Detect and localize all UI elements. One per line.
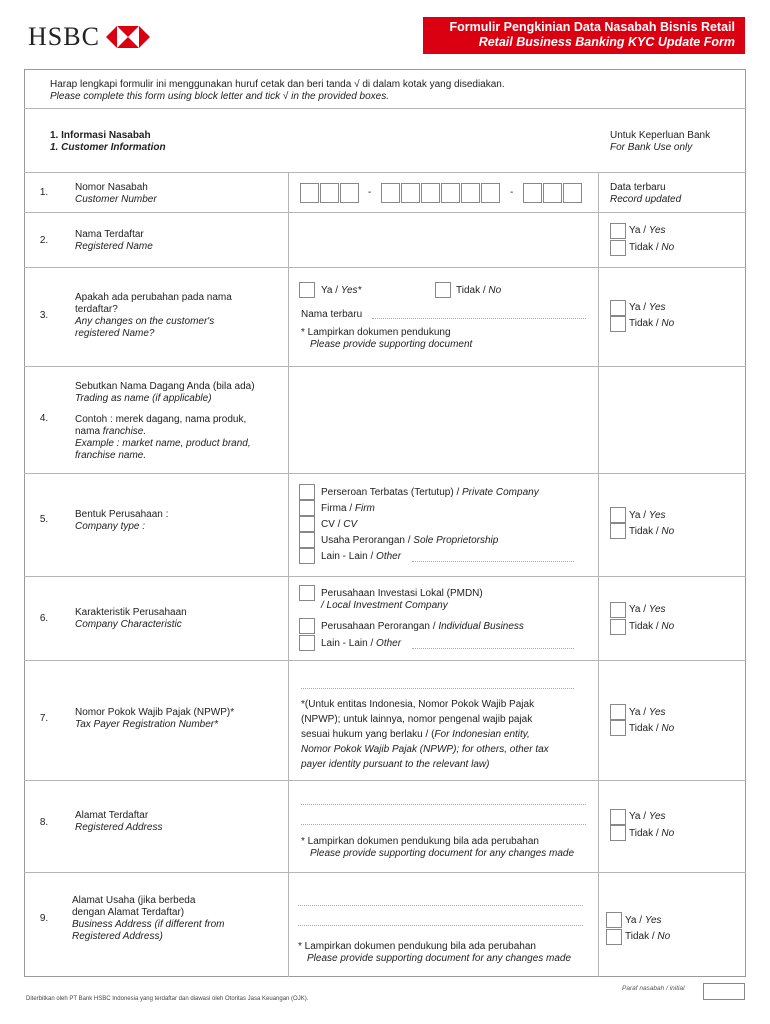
company-type-cv-checkbox[interactable] [299,516,315,532]
bank-no-label: Tidak / No [629,242,675,253]
characteristic-other-label: Lain - Lain / Other [321,638,402,649]
bank-no-label: Tidak / No [629,318,675,329]
divider [24,872,746,873]
company-type-sole-checkbox[interactable] [299,532,315,548]
row-number: 7. [39,713,49,724]
business-address-label-id-2: dengan Alamat Terdaftar) [72,907,185,918]
bank-no-checkbox[interactable] [610,619,626,635]
business-address-doc-note-en: Please provide supporting document for any changes made [307,953,572,964]
digit-box[interactable] [441,183,460,203]
npwp-label-id: Nomor Pokok Wajib Pajak (NPWP)* [75,707,235,718]
separator: - [510,187,514,198]
registered-name-label-id: Nama Terdaftar [75,229,144,240]
company-characteristic-label-id: Karakteristik Perusahaan [75,607,187,618]
row-number: 8. [39,817,49,828]
bank-yes-label: Ya / Yes [629,604,666,615]
supporting-doc-note-en: Please provide supporting document [310,339,473,350]
name-change-question-en-2: registered Name? [75,328,155,339]
bank-yes-label: Ya / Yes [625,915,662,926]
registered-address-label-en: Registered Address [75,822,163,833]
row-number: 3. [39,310,49,321]
digit-box[interactable] [401,183,420,203]
customer-number-label-id: Nomor Nasabah [75,182,148,193]
supporting-doc-note-id: * Lampirkan dokumen pendukung [301,327,451,338]
local-investment-checkbox[interactable] [299,585,315,601]
instruction-id: Harap lengkapi formulir ini menggunakan huruf cetak dan beri tanda √ di dalam kotak yang disediakan. [50,79,505,90]
npwp-label-en: Tax Payer Registration Number* [75,719,219,730]
digit-box[interactable] [563,183,582,203]
npwp-note-line: sesuai hukum yang berlaku / (For Indonesian entity, [301,729,530,740]
company-type-other-input[interactable] [412,561,574,562]
npwp-note-line: Nomor Pokok Wajib Pajak (NPWP); for others, other tax [301,744,549,755]
digit-box[interactable] [543,183,562,203]
characteristic-other-input[interactable] [412,648,574,649]
trading-name-example-id-2: nama franchise. [75,426,147,437]
npwp-input[interactable] [301,688,574,689]
business-address-input-line[interactable] [298,905,583,906]
digit-box[interactable] [381,183,400,203]
divider [24,660,746,661]
divider [24,267,746,268]
bank-no-label: Tidak / No [629,621,675,632]
row-number: 5. [39,514,49,525]
bank-yes-label: Ya / Yes [629,510,666,521]
bank-yes-label: Ya / Yes [629,811,666,822]
divider [24,212,746,213]
name-change-question-id-2: terdaftar? [75,304,118,315]
registered-address-input-line[interactable] [301,824,586,825]
address-doc-note-id: * Lampirkan dokumen pendukung bila ada perubahan [301,836,539,847]
company-type-other-label: Lain - Lain / Other [321,551,402,562]
bank-no-checkbox[interactable] [610,316,626,332]
local-investment-label-en: / Local Investment Company [321,600,448,611]
instructions [50,79,505,103]
name-change-yes-checkbox[interactable] [299,282,315,298]
npwp-note-line: (NPWP); untuk lainnya, nomor pengenal wajib pajak [301,714,533,725]
form-title-id: Formulir Pengkinian Data Nasabah Bisnis Retail [449,20,735,34]
bank-use-title-id: Untuk Keperluan Bank [610,130,711,141]
bank-yes-checkbox[interactable] [610,300,626,316]
company-type-cv-label: CV / CV [321,519,358,530]
npwp-note-line: *(Untuk entitas Indonesia, Nomor Pokok Wajib Pajak [301,699,535,710]
customer-initial-box[interactable] [703,983,745,1000]
bank-use-title-en: For Bank Use only [610,142,693,153]
bank-yes-checkbox[interactable] [610,507,626,523]
company-type-label-en: Company type : [75,521,146,532]
name-change-no-label: Tidak / No [456,285,502,296]
new-name-label: Nama terbaru [301,309,363,320]
bank-yes-label: Ya / Yes [629,707,666,718]
registered-address-label-id: Alamat Terdaftar [75,810,149,821]
customer-number-label-en: Customer Number [75,194,157,205]
logo-text: HSBC [28,22,100,51]
digit-box[interactable] [300,183,319,203]
business-address-input-line[interactable] [298,925,583,926]
trading-name-example-en: Example : market name, product brand, [75,438,251,449]
column-divider [288,172,289,977]
section-title-en: 1. Customer Information [50,142,166,153]
bank-yes-checkbox[interactable] [610,602,626,618]
company-type-label-id: Bentuk Perusahaan : [75,509,169,520]
row-number: 1. [39,187,49,198]
company-type-sole-label: Usaha Perorangan / Sole Proprietorship [321,535,499,546]
business-address-label-en: Business Address (if different from [72,919,225,930]
company-type-private-label: Perseroan Terbatas (Tertutup) / Private Company [321,487,539,498]
bank-no-checkbox[interactable] [610,523,626,539]
company-type-firm-label: Firma / Firm [321,503,375,514]
digit-box[interactable] [481,183,500,203]
business-address-label-id: Alamat Usaha (jika berbeda [72,895,196,906]
digit-box[interactable] [461,183,480,203]
business-address-doc-note-id: * Lampirkan dokumen pendukung bila ada perubahan [298,941,536,952]
address-doc-note-en: Please provide supporting document for any changes made [310,848,575,859]
company-characteristic-label-en: Company Characteristic [75,619,182,630]
row-number: 6. [39,613,49,624]
local-investment-label-id: Perusahaan Investasi Lokal (PMDN) [321,588,483,599]
row-number: 9. [39,913,49,924]
bank-no-checkbox[interactable] [610,240,626,256]
npwp-note-line: payer identity pursuant to the relevant law) [301,759,490,770]
business-address-label-en-2: Registered Address) [72,931,163,942]
divider [24,780,746,781]
trading-name-label-en: Trading as name (if applicable) [75,393,212,404]
bank-yes-checkbox[interactable] [610,704,626,720]
digit-box[interactable] [421,183,440,203]
customer-initial-label: Paraf nasabah / initial [622,985,685,992]
name-change-yes-label: Ya / Yes* [321,285,362,296]
bank-yes-checkbox[interactable] [610,809,626,825]
divider [24,576,746,577]
trading-name-example-id: Contoh : merek dagang, nama produk, [75,414,247,425]
bank-no-label: Tidak / No [629,526,675,537]
bank-no-checkbox[interactable] [606,929,622,945]
bank-yes-checkbox[interactable] [606,912,622,928]
bank-yes-label: Ya / Yes [629,302,666,313]
name-change-question-en: Any changes on the customer's [75,316,215,327]
separator: - [368,187,372,198]
bank-no-label: Tidak / No [625,931,671,942]
record-updated-id: Data terbaru [610,182,666,193]
trading-name-label-id: Sebutkan Nama Dagang Anda (bila ada) [75,381,255,392]
bank-no-label: Tidak / No [629,828,675,839]
hexagon-logo-icon [106,26,150,48]
individual-business-checkbox[interactable] [299,618,315,634]
divider [24,172,746,173]
divider [24,108,746,109]
individual-business-label: Perusahaan Perorangan / Individual Business [321,621,524,632]
divider [24,366,746,367]
digit-box[interactable] [320,183,339,203]
name-change-no-checkbox[interactable] [435,282,451,298]
trading-name-example-en-2: franchise name. [75,450,147,461]
digit-box[interactable] [340,183,359,203]
section-title-id: 1. Informasi Nasabah [50,130,151,141]
bank-no-label: Tidak / No [629,723,675,734]
digit-box[interactable] [523,183,542,203]
company-type-private-checkbox[interactable] [299,484,315,500]
divider [24,473,746,474]
company-type-firm-checkbox[interactable] [299,500,315,516]
issuer-footer: Diterbitkan oleh PT Bank HSBC Indonesia yang terdaftar dan diawasi oleh Otoritas Jasa Keuangan (OJK). [26,996,309,1002]
form-title-banner [423,17,745,54]
new-name-input[interactable] [372,318,586,319]
bank-no-checkbox[interactable] [610,720,626,736]
bank-yes-checkbox[interactable] [610,223,626,239]
bank-no-checkbox[interactable] [610,825,626,841]
record-updated-en: Record updated [610,194,682,205]
hsbc-logo [28,22,150,52]
characteristic-other-checkbox[interactable] [299,635,315,651]
registered-address-input-line[interactable] [301,804,586,805]
company-type-other-checkbox[interactable] [299,548,315,564]
column-divider [598,172,599,977]
name-change-question-id: Apakah ada perubahan pada nama [75,292,232,303]
bank-yes-label: Ya / Yes [629,225,666,236]
instruction-en: Please complete this form using block letter and tick √ in the provided boxes. [50,91,389,102]
form-title-en: Retail Business Banking KYC Update Form [478,35,735,49]
row-number: 2. [39,235,49,246]
row-number: 4. [39,413,49,424]
registered-name-label-en: Registered Name [75,241,153,252]
